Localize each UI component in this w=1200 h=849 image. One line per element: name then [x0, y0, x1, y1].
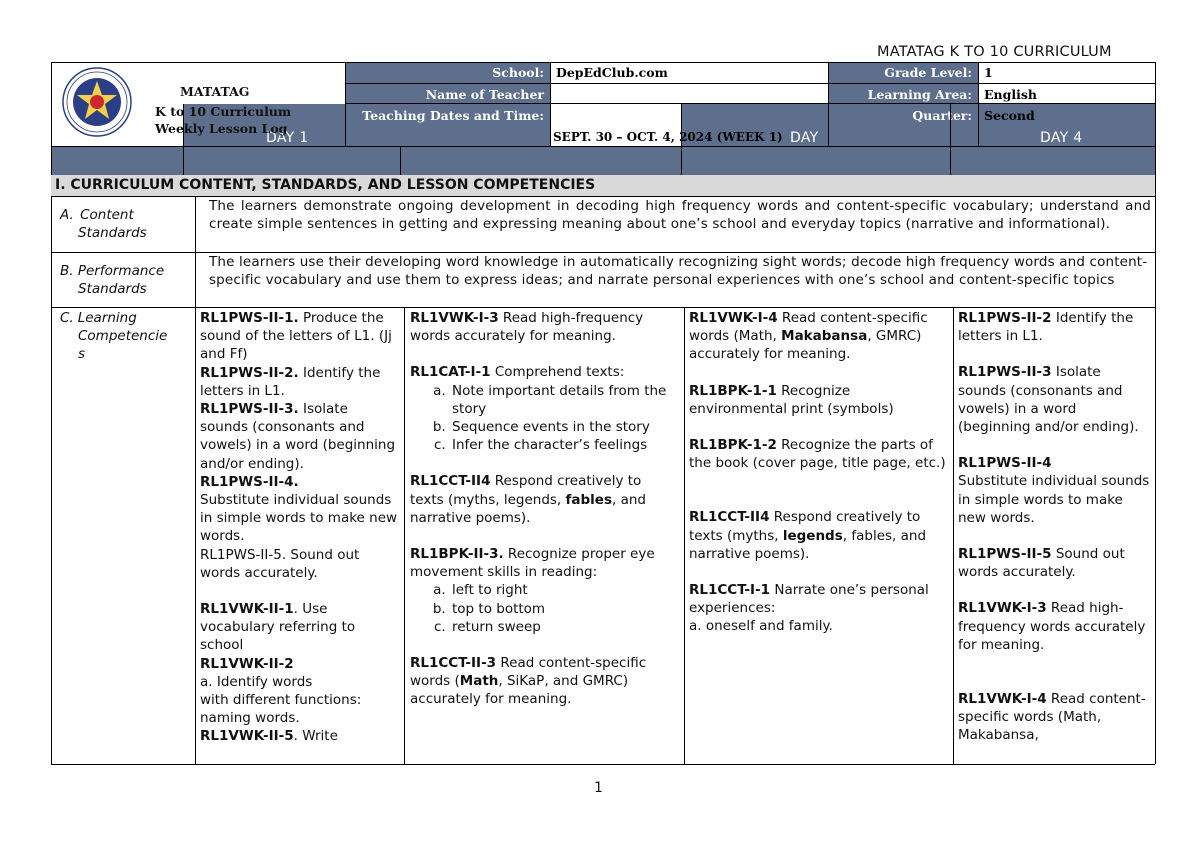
competencies-day4: RL1PWS-II-2 Identify the letters in L1. RL1PWS-II-3 Isolate sounds (consonants and vowels) in a word (beginning and/or ending). RL1PWS-II-4 Substitute individual sounds in simple words to make new words. RL1PWS-II-5 Sound out words accurately. RL1VWK-I-3 Read high-frequency words accurately for meaning. RL1VWK-I-4 Read content-specific words (Math, Makabansa, — [958, 310, 1150, 744]
logo-line2: Weekly Lesson Log — [155, 121, 288, 136]
competencies-label: C. Learning Competencie s — [60, 310, 168, 362]
header-band-empty — [51, 146, 1155, 175]
dates-label: Teaching Dates and Time: — [362, 108, 544, 123]
eye-movement-list: a. left to right b. top to bottom c. return sweep — [410, 581, 678, 636]
page-number: 1 — [594, 780, 603, 796]
competencies-day1: RL1PWS-II-1. Produce the sound of the letters of L1. (Jj and Ff) RL1PWS-II-2. Identify the letters in L1. RL1PWS-II-3. Isolate sounds (consonants and vowels) in a word (beginning and/or ending). RL1PWS-II-4. Substitute individual sounds in simple words to make new words. RL1PWS-II-5. Sound out words accurately. RL1VWK-II-1. Use vocabulary referring to school RL1VWK-II-2 a. Identify words with different functions: naming words. RL1VWK-II-5. Write — [200, 310, 398, 745]
competencies-day2: RL1VWK-I-3 Read high-frequency words accurately for meaning. RL1CAT-I-1 Comprehend texts: a. Note important details from the story b. Sequence events in the story c. Infer the character’s feelings RL1CCT-II4 Respond creatively to texts (myths, legends, fables, and narrative poems). RL1BPK-II-3. Recognize proper eye movement skills in reading: a. left to right b. top to bottom c. return sweep RL1CCT-II-3 Read content-specific words (Math, SiKaP, and GMRC) accurately for meaning. — [410, 309, 678, 764]
grade-value: 1 — [984, 65, 993, 80]
competencies-day3: RL1VWK-I-4 Read content-specific words (Math, Makabansa, GMRC) accurately for meaning. RL1BPK-1-1 Recognize environmental print (symbols) RL1BPK-1-2 Recognize the parts of the book (cover page, title page, etc.) RL1CCT-II4 Respond creatively to texts (myths, legends, fables, and narrative poems). RL1CCT-I-1 Narrate one’s personal experiences: a. oneself and family. — [689, 310, 946, 635]
dates-value: SEPT. 30 – OCT. 4, 2024 (WEEK 1) — [553, 130, 783, 144]
school-value: DepEdClub.com — [556, 65, 668, 80]
day3-label: DAY — [790, 130, 819, 146]
quarter-label: Quarter: — [912, 108, 972, 123]
content-standards-label: A. Content Standards — [60, 207, 147, 241]
school-label: School: — [492, 65, 544, 80]
dates-value-bg — [551, 104, 680, 105]
teacher-label: Name of Teacher — [425, 87, 544, 102]
deped-seal-icon — [62, 67, 132, 137]
quarter-value: Second — [984, 108, 1035, 123]
day1-label: DAY 1 — [266, 130, 309, 146]
logo-matatag: MATATAG — [180, 84, 250, 99]
comprehend-list: a. Note important details from the story b. Sequence events in the story c. Infer the character’s feelings — [410, 382, 678, 455]
content-standards-text: The learners demonstrate ongoing development in decoding high frequency words and content-specific vocabulary; understand and create simple sentences in getting and expressing meaning about one’s school and everyday topics (narrative and informational). — [209, 198, 1151, 232]
area-value: English — [984, 87, 1037, 102]
performance-standards-text: The learners use their developing word knowledge in automatically recognizing sight words; decode high frequency words and content-specific vocabulary and use them to express ideas; and narrate personal experiences with one’s school and content-specific topics — [209, 254, 1148, 288]
section-title: I. CURRICULUM CONTENT, STANDARDS, AND LESSON COMPETENCIES — [55, 177, 596, 193]
area-label: Learning Area: — [867, 87, 972, 102]
curriculum-title: MATATAG K TO 10 CURRICULUM — [877, 44, 1112, 60]
logo-line1: K to 10 Curriculum — [155, 104, 292, 119]
grade-label: Grade Level: — [884, 65, 972, 80]
performance-standards-label: B. Performance Standards — [60, 263, 165, 297]
day4-label: DAY 4 — [1040, 130, 1083, 146]
